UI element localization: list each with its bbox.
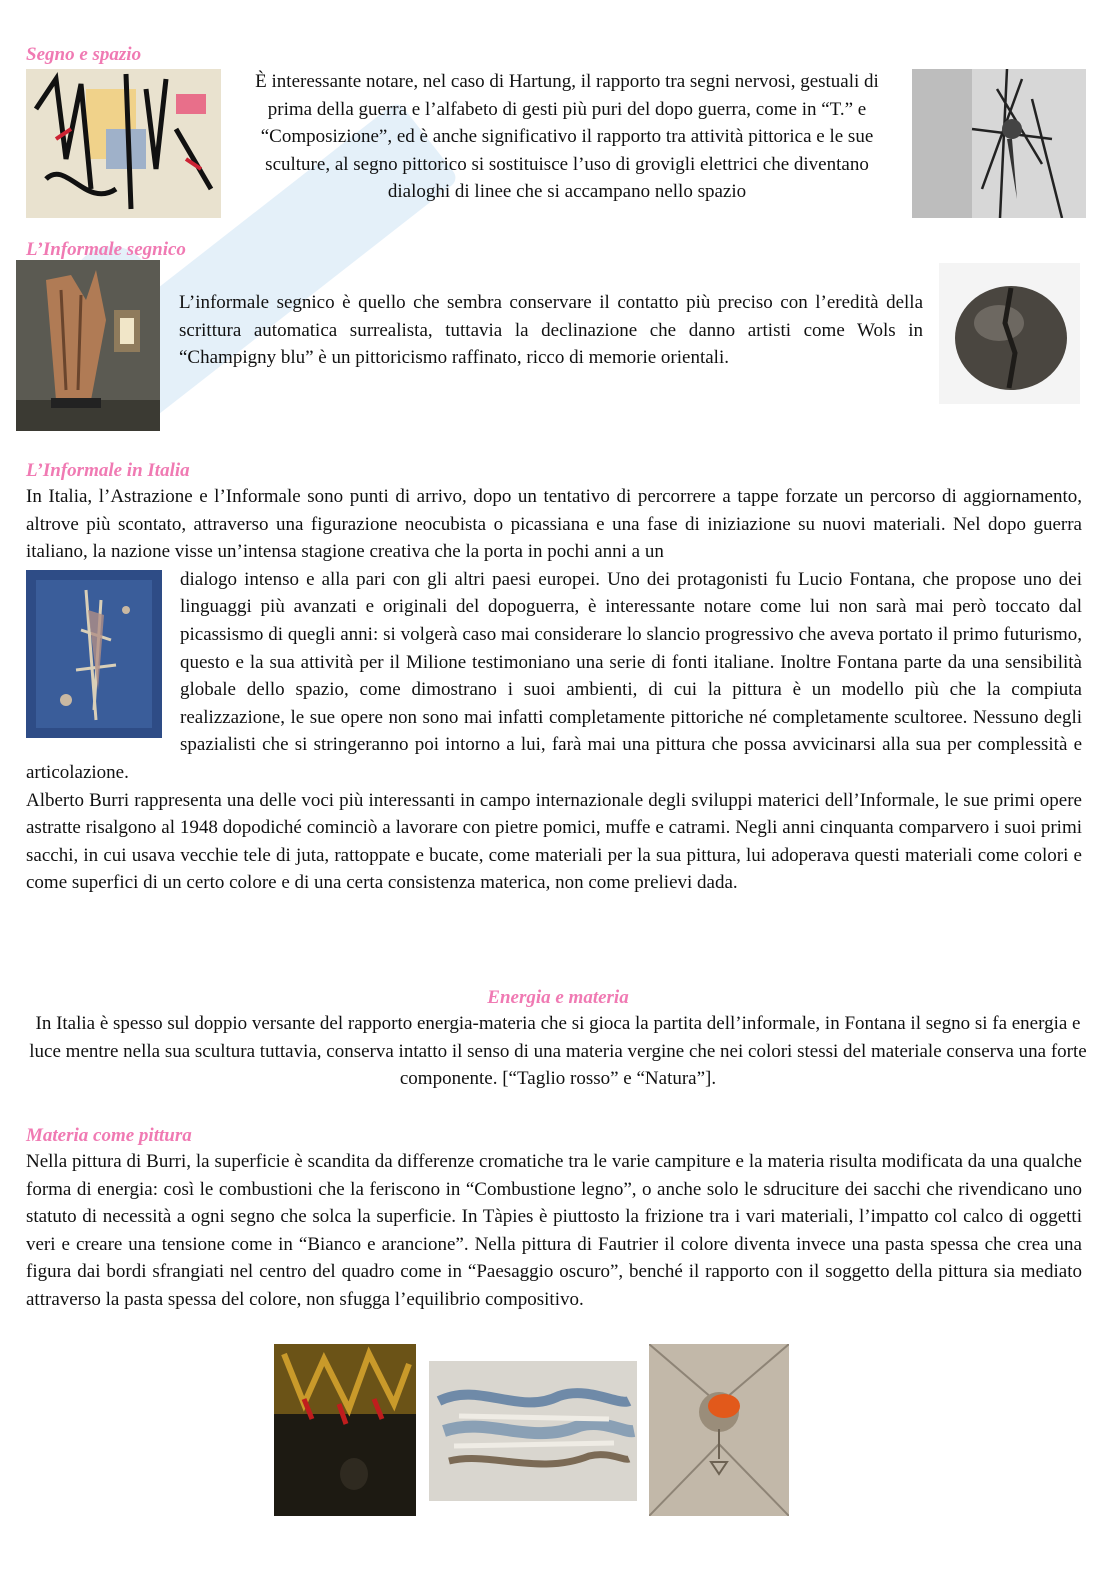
text-informale-italia-body: dialogo intenso e alla pari con gli altri paesi europei. Uno dei protagonisti fu Lucio Fontana, che propose uno dei linguaggi più avanzati e originali del dopoguerra, è interessante notare come lui non sarà mai però toccato dal picassismo di quegli anni: si volgerà caso mai considerare lo slancio progressivo che aveva portato il primo futurismo, questo e la sua attività per il Milione testimoniano una serie di fonti italiane. Inoltre Fontana parte da una sensibilità globale dello spazio, come dimostrano i suoi ambienti, di cui la pittura è un modello più che la compiuta realizzazione, le sue opere non sono mai infatti completamente pittoriche né completamente scultoree. Nessuno degli spazialisti che si stringeranno poi intorno a lui, farà mai una pittura che possa avvicinarsi alla sua per complessità e articolazione. xyxy=(26,568,1082,783)
text-materia-pittura: Nella pittura di Burri, la superficie è scandita da differenze cromatiche tra le varie campiture e la materia risulta modificata da una qualche forma di energia: così le combustioni che la feriscono in “Combustione legno”, o anche solo le sdruciture dei sacchi che rivendicano uno statuto di necessità a ogni segno che solca la superficie. In Tàpies è piuttosto la frizione tra i vari materiali, l’impatto col calco di oggetti veri e creare una tensione come in “Bianco e arancione”. Nella pittura di Fautrier il colore diventa invece una pasta spessa che crea una figura dai bordi sfrangiati nel centro del quadro come in “Paesaggio oscuro”, benché il rapporto con il soggetto della pittura sia mediato attraverso la pasta spessa del colore, non sfugga l’equilibrio compositivo. xyxy=(26,1151,1082,1310)
sculpture-hartung xyxy=(912,69,1086,218)
section-informale-italia xyxy=(26,483,1082,897)
heading-materia-pittura: Materia come pittura xyxy=(26,1125,192,1146)
text-energia-materia: In Italia è spesso sul doppio versante del rapporto energia-materia che si gioca la partita dell’informale, in Fontana il segno si fa energia e luce mentre nella sua scultura tuttavia, conserva intatto il senso di una materia vergine che nei colori stessi del materiale conserva una forte componente. [“Taglio rosso” e “Natura”]. xyxy=(29,1013,1087,1090)
heading-segno-spazio: Segno e spazio xyxy=(26,44,142,65)
sculpture-sphere xyxy=(939,263,1080,404)
heading-informale-italia: L’Informale in Italia xyxy=(26,460,190,481)
sculpture-tall xyxy=(16,260,160,431)
painting-hartung xyxy=(26,69,221,218)
painting-burri-combustione xyxy=(274,1344,416,1516)
painting-tapies xyxy=(649,1344,789,1516)
painting-fautrier xyxy=(429,1361,637,1501)
text-informale-italia-burri: Alberto Burri rappresenta una delle voci più interessanti in campo internazionale degli sviluppi materici dell’Informale, le sue primi opere astratte risalgono al 1948 dopodiché cominciò a lavorare con pietre pomici, muffe e catrami. Negli anni cinquanta comparvero i suoi primi sacchi, in cui usava vecchie tele di juta, rattoppate e bucate, come materiali per la sua pittura, lui adoperava questi materiali come colori e come superfici di un certo colore e di una certa consistenza materica, non come prelievi dada. xyxy=(26,789,1082,894)
text-segno-spazio: È interessante notare, nel caso di Hartung, il rapporto tra segni nervosi, gestuali di prima della guerra e l’alfabeto di gesti più puri del dopo guerra, come in “T.” e “Composizione”, ed è anche significativo il rapporto tra attività pittorica e le sue sculture, al segno pittorico si sostituisce l’uso di grovigli elettrici che diventano dialoghi di linee che si accampano nello spazio xyxy=(255,71,879,203)
text-informale-segnico: L’informale segnico è quello che sembra conservare il contatto più preciso con l’eredità della scrittura automatica surrealista, tuttavia la declinazione che danno artisti come Wols in “Champigny blu” è un pittoricismo raffinato, ricco di memorie orientali. xyxy=(179,292,923,369)
painting-fontana xyxy=(26,570,162,738)
text-informale-italia-intro: In Italia, l’Astrazione e l’Informale sono punti di arrivo, dopo un tentativo di percorrere a tappe forzate un percorso di aggiornamento, altrove più scontato, attraverso una figurazione neocubista o picassiana e una fase di iniziazione su nuovi materiali. Nel dopo guerra italiano, la nazione visse un’intensa stagione creativa che la porta in pochi anni a un xyxy=(26,486,1082,563)
heading-energia-materia: Energia e materia xyxy=(487,987,629,1008)
heading-informale-segnico: L’Informale segnico xyxy=(26,239,186,260)
